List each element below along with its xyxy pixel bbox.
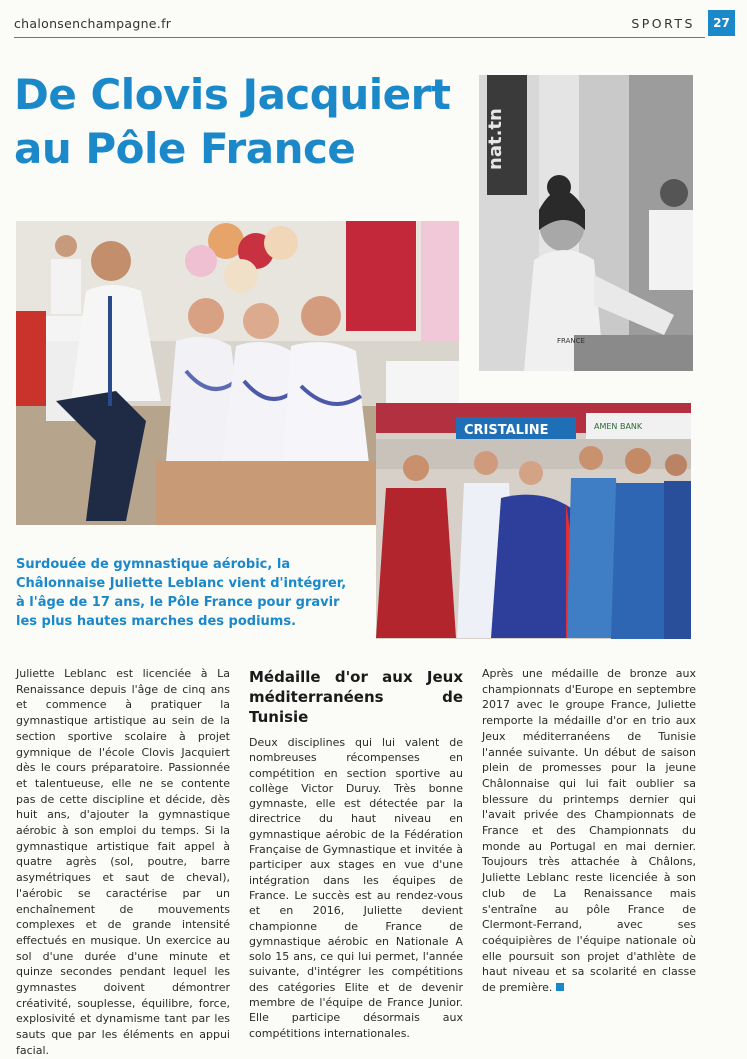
banner-text-cristaline: CRISTALINE <box>464 423 549 438</box>
article-subheading: Médaille d'or aux Jeux méditerranéens de Tunisie <box>249 668 463 726</box>
site-url: chalonsenchampagne.fr <box>14 16 172 31</box>
article-column-3-text: Après une médaille de bronze aux championnats d'Europe en septembre 2017 avec le groupe France, Juliette remporte la médaille d'or en trio aux Jeux méditerranéens de Tunisie l'année suivante. Un début de saison plein de promesses pour la jeune Châlonnaise qui lui fait oublier sa blessure du printemps dernier qui l'avait privée des Championnats de France et des Championnats du monde au Portugal en mai dernier. Toujours très attachée à Châlons, Juliette Leblanc reste licenciée à son club de La Renaissance mais s'entraîne au pôle France de Clermont-Ferrand, avec ses coéquipières de l'équipe nationale où elle poursuit son projet d'athlète de haut niveau et sa scolarité en classe de première. <box>482 667 696 995</box>
header-rule <box>14 37 705 38</box>
photo-team-podium <box>376 403 691 639</box>
end-of-article-mark <box>556 983 564 991</box>
jacket-text-france: FRANCE <box>557 337 585 345</box>
article-column-2 <box>249 667 463 1041</box>
section-label: SPORTS <box>631 16 695 31</box>
banner-text-nat: nat.tn <box>485 108 506 170</box>
banner-text-amen-bank: AMEN BANK <box>594 422 643 431</box>
article-column-2-text: Deux disciplines qui lui valent de nombreuses récompenses en compétition en section sportive au collège Victor Duruy. Très bonne gymnaste, elle est détectée par la directrice du haut niveau en gymnastique aérobic de la Fédération Française de Gymnastique et invitée à participer aux stages en vue d'une intégration dans les équipes de France. Le succès est au rendez-vous et en 2016, Juliette devient championne de France de gymnastique aérobic en Nationale A solo 15 ans, ce qui lui permet, l'année suivante, d'intégrer les compétitions des catégories Elite et de devenir membre de l'équipe de France Junior. Elle participe désormais aux compétitions internationales. <box>249 736 463 1040</box>
photo-athlete-seated <box>479 75 693 371</box>
article-column-1: Juliette Leblanc est licenciée à La Renaissance depuis l'âge de cinq ans et commence à pratiquer la gymnastique artistique au sein de la section sportive scolaire à projet gymnique de l'école Clovis Jacquiert dès le cours préparatoire. Passionnée et talentueuse, elle ne se contente pas de cette discipline et décide, dès huit ans, d'ajouter la gymnastique aérobic à son emploi du temps. Si la gymnastique artistique fait appel à quatre agrès (sol, poutre, barre asymétriques et saut de cheval), l'aérobic se caractérise par un enchaînement de mouvements complexes et de grande intensité effectués en musique. Un exercice au sol d'une durée d'une minute et quinze secondes pendant lequel les gymnastes doivent démontrer créativité, souplesse, équilibre, force, explosivité et dynamisme tant par les sauts que par les éléments en appui facial. <box>16 667 230 1057</box>
article-column-3 <box>482 666 696 996</box>
photo-caption: Surdouée de gymnastique aérobic, la Châlonnaise Juliette Leblanc vient d'intégrer, à l'âge de 17 ans, le Pôle France pour gravir les plus hautes marches des podiums. <box>16 557 347 629</box>
page-number: 27 <box>708 10 735 36</box>
article-title: De Clovis Jacquiert au Pôle France <box>14 70 451 173</box>
